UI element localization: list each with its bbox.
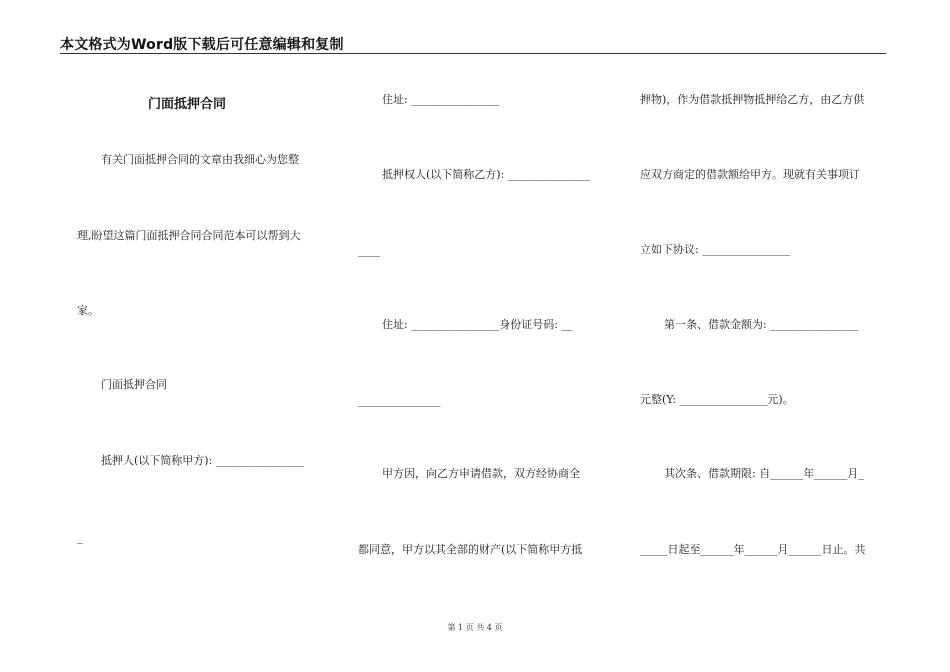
body-line: 应双方商定的借款额给甲方。现就有关事项订 <box>640 168 860 181</box>
body-line: 第一条、借款金额为: ________________ <box>664 318 859 331</box>
body-line: 其次条、借款期限: 自______年______月_ <box>664 467 864 480</box>
body-line: 家。 <box>77 304 99 317</box>
header-divider <box>60 53 886 54</box>
body-line: 门面抵押合同 <box>101 378 167 391</box>
body-line: _ <box>77 531 83 544</box>
body-line: ____ <box>358 244 380 257</box>
body-line: 抵押人(以下简称甲方): ________________ <box>101 454 304 467</box>
body-line: 住址: ________________ <box>382 93 500 106</box>
body-line: _______________ <box>358 394 441 407</box>
body-line: 抵押权人(以下简称乙方): _______________ <box>382 168 591 181</box>
body-line: 理,盼望这篇门面抵押合同合同范本可以帮到大 <box>77 229 301 242</box>
body-line: 住址: ________________身份证号码: __ <box>382 318 573 331</box>
document-title: 门面抵押合同 <box>148 97 227 112</box>
document-header: 本文格式为Word版下载后可任意编辑和复制 <box>60 37 344 53</box>
body-line: 元整(Y: ________________元)。 <box>640 393 794 406</box>
body-line: 甲方因，向乙方申请借款，双方经协商全 <box>382 467 580 480</box>
body-line: 有关门面抵押合同的文章由我细心为您整 <box>101 153 299 166</box>
body-line: 立如下协议: ________________ <box>640 243 791 256</box>
body-line: _____日起至______年______月______日止。共 <box>640 543 866 556</box>
page-number: 第 1 页 共 4 页 <box>447 623 503 632</box>
body-line: 押物)，作为借款抵押物抵押给乙方，由乙方供 <box>640 93 865 106</box>
body-line: 都同意，甲方以其全部的财产(以下简称甲方抵 <box>358 543 583 556</box>
